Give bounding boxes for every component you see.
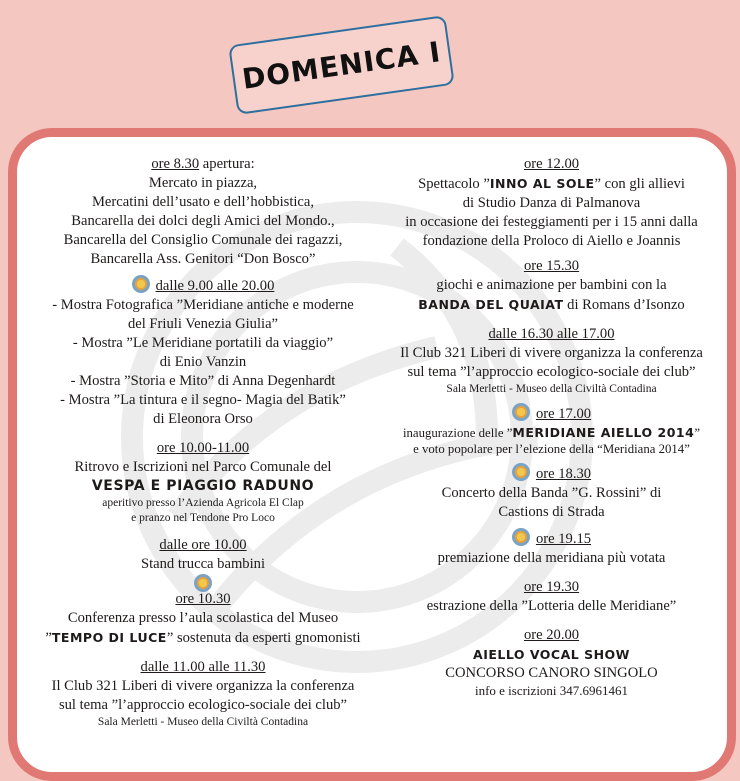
location-note: Sala Merletti - Museo della Civiltà Contadina bbox=[446, 383, 657, 395]
text-line: - Mostra ”La tintura e il segno- Magia del Batik” bbox=[60, 392, 346, 408]
page-title: DOMENICA I bbox=[240, 34, 443, 96]
event-highlight: VESPA E PIAGGIO RADUNO bbox=[91, 478, 315, 494]
text-line: in occasione dei festeggiamenti per i 15 anni dalla bbox=[405, 214, 698, 230]
time-label: ore 17.00 bbox=[535, 406, 592, 422]
time-label: ore 18.30 bbox=[535, 466, 592, 482]
time-label: ore 8.30 bbox=[151, 156, 200, 172]
time-label: ore 12.00 bbox=[523, 156, 580, 172]
event-highlight: AIELLO VOCAL SHOW bbox=[473, 647, 630, 662]
event-highlight: BANDA DEL QUAIAT bbox=[418, 297, 564, 312]
text-line: Bancarella Ass. Genitori “Don Bosco” bbox=[90, 251, 316, 267]
text-line: - Mostra ”Le Meridiane portatili da viaggio” bbox=[72, 335, 334, 351]
text-line: e pranzo nel Tendone Pro Loco bbox=[131, 512, 275, 524]
text-line: del Friuli Venezia Giulia” bbox=[127, 316, 279, 332]
text-line: di Eleonora Orso bbox=[153, 411, 253, 427]
sun-icon bbox=[512, 403, 530, 421]
time-label: dalle 16.30 alle 17.00 bbox=[488, 326, 615, 342]
left-column: ore 8.30 apertura: Mercato in piazza, Mercatini dell’usato e dell’hobbistica, Bancarella dei dolci degli Amici del Mondo., Bancarella del Consiglio Comunale dei ragazzi, Bancarella Ass. Genitori “Don Bosco” dalle 9.00 alle 20.00 - Mostra Fotografica ”Meridiane antiche e moderne del Friuli Venezia Giulia” - Mostra ”Le Meridiane portatili da viaggio” di Enio Vanzin - Mostra ”Storia e Mito” di Anna Degenhardt - Mostra ”La tintura e il segno- Magia del Batik” di Eleonora Orso ore 10.00-11.00 Ritrovo e Iscrizioni nel Parco Comunale del VESPA E PIAGGIO RADUNO aperitivo presso l’Azienda Agricola El Clap e pranzo nel Tendone Pro Loco dalle ore 10.00 Stand trucca bambini ore 10.30 Conferenza presso l’aula scolastica del Museo ”TEMPO DI LUCE” sostenuta da esperti gnomonisti dalle 11.00 alle 11.30 Il Club 321 Liberi di vivere organizza la conferenza sul tema ”l’approccio ecologico-sociale dei club” Sala Merletti - Museo della Civiltà Contadina bbox=[27, 155, 379, 730]
contact-line: info e iscrizioni 347.6961461 bbox=[474, 683, 629, 698]
text-line: Mercatini dell’usato e dell’hobbistica, bbox=[91, 194, 315, 210]
text-line: fondazione della Proloco di Aiello e Joannis bbox=[422, 233, 681, 249]
text-line: giochi e animazione per bambini con la bbox=[436, 277, 667, 293]
text-line: Bancarella del Consiglio Comunale dei ragazzi, bbox=[63, 232, 343, 248]
time-label: ore 10.30 bbox=[175, 591, 231, 607]
text-line: di Studio Danza di Palmanova bbox=[462, 195, 641, 211]
text-line: Concerto della Banda ”G. Rossini” di bbox=[441, 485, 662, 501]
text-line: Il Club 321 Liberi di vivere organizza la conferenza bbox=[400, 345, 703, 361]
event-highlight: INNO AL SOLE bbox=[489, 176, 595, 191]
sun-icon bbox=[512, 528, 530, 546]
sun-icon bbox=[512, 463, 530, 481]
text-line: premiazione della meridiana più votata bbox=[437, 550, 666, 566]
text-line: CONCORSO CANORO SINGOLO bbox=[445, 665, 658, 681]
text-line: sul tema ”l’approccio ecologico-sociale dei club” bbox=[407, 364, 696, 380]
text-line: Mercato in piazza, bbox=[148, 175, 258, 191]
text-line: e voto popolare per l’elezione della “Meridiana 2014” bbox=[413, 442, 690, 456]
text-line: - Mostra ”Storia e Mito” di Anna Degenhardt bbox=[70, 373, 336, 389]
text-line: Castions di Strada bbox=[498, 504, 605, 520]
text-line: di Enio Vanzin bbox=[159, 354, 247, 370]
time-label: ore 20.00 bbox=[523, 627, 580, 643]
time-label: dalle ore 10.00 bbox=[159, 537, 247, 553]
event-830: ore 8.30 apertura: bbox=[151, 156, 255, 172]
right-column: ore 12.00 Spettacolo ”INNO AL SOLE” con gli allievi di Studio Danza di Palmanova in occasione dei festeggiamenti per i 15 anni dalla fondazione della Proloco di Aiello e Joannis ore 15.30 giochi e animazione per bambini con la BANDA DEL QUAIAT di Romans d’Isonzo dalle 16.30 alle 17.00 Il Club 321 Liberi di vivere organizza la conferenza sul tema ”l’approccio ecologico-sociale dei club” Sala Merletti - Museo della Civiltà Contadina ore 17.00 inaugurazione delle ”MERIDIANE AIELLO 2014” e voto popolare per l’elezione della “Meridiana 2014” ore 18.30 Concerto della Banda ”G. Rossini” di Castions di Strada ore 19.15 premiazione della meridiana più votata ore 19.30 estrazione della ”Lotteria delle Meridiane” ore 20.00 AIELLO VOCAL SHOW CONCORSO CANORO SINGOLO info e iscrizioni 347.6961461 bbox=[379, 155, 724, 698]
sun-icon bbox=[132, 275, 150, 293]
event-highlight: MERIDIANE AIELLO 2014 bbox=[512, 425, 695, 440]
time-label: ore 15.30 bbox=[523, 258, 580, 274]
time-label: ore 10.00-11.00 bbox=[156, 440, 250, 456]
time-label: dalle 11.00 alle 11.30 bbox=[140, 659, 266, 675]
time-label: ore 19.15 bbox=[535, 531, 592, 547]
program-panel bbox=[8, 128, 736, 781]
text-line: Ritrovo e Iscrizioni nel Parco Comunale del bbox=[74, 459, 332, 475]
text-line: estrazione della ”Lotteria delle Meridiane” bbox=[426, 598, 677, 614]
location-note: Sala Merletti - Museo della Civiltà Contadina bbox=[97, 716, 309, 728]
text-line: - Mostra Fotografica ”Meridiane antiche e moderne bbox=[52, 297, 354, 313]
text-line: aperitivo presso l’Azienda Agricola El Clap bbox=[102, 497, 304, 509]
text-line: Conferenza presso l’aula scolastica del Museo bbox=[67, 610, 339, 626]
text-line: Il Club 321 Liberi di vivere organizza la conferenza bbox=[51, 678, 355, 694]
time-label: ore 19.30 bbox=[523, 579, 580, 595]
event-highlight: TEMPO DI LUCE bbox=[51, 630, 167, 645]
title-badge bbox=[228, 15, 455, 115]
text-line: Bancarella dei dolci degli Amici del Mondo., bbox=[71, 213, 335, 229]
time-label: dalle 9.00 alle 20.00 bbox=[155, 278, 275, 294]
text-line: sul tema ”l’approccio ecologico-sociale dei club” bbox=[58, 697, 348, 713]
text-line: Stand trucca bambini bbox=[140, 556, 265, 572]
